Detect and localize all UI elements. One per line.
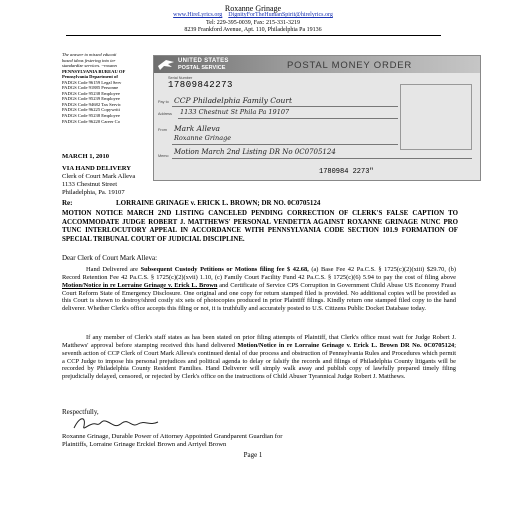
snippet-line: The answer to missed educati (62, 52, 117, 57)
motion-title: MOTION NOTICE MARCH 2ND LISTING CANCELED PENDING CORRECTION OF CLERK'S FALSE CAPTION TO ACCOMMODATE JUDGE ROBERT J. MATTHEWS' PERSONAL VENDETTA AGAINST ROXANNE GRINAGE NUNC PRO TUNC INTERLOCUTORY APPEAL IN ACCORDANCE WITH PENNSYLVANIA CODE SECTION 101.9 FORMATION OF SPECIAL TRIBUNAL COURT OF JUDICIAL DISCIPLINE. (62, 210, 458, 244)
handwritten-signature (72, 414, 162, 434)
paragraph-1 (62, 266, 456, 313)
pay-to-value: CCP Philadelphia Family Court (174, 96, 292, 105)
serial-label: Serial Number (168, 76, 193, 80)
re-label: Re: (62, 199, 73, 207)
money-order-title: POSTAL MONEY ORDER (287, 60, 413, 71)
header-links (0, 12, 506, 18)
address-value: 1133 Chestnut St Phila Pa 19107 (180, 108, 290, 116)
memo-label: Memo (158, 154, 169, 158)
snippet-line: PENNSYLVANIA BUREAU OF (62, 68, 126, 74)
page-number: Page 1 (243, 451, 263, 459)
sender-name: Roxanne Grinage (224, 4, 282, 13)
snippet-line: PADGS Code 95238 Employee (62, 90, 120, 96)
snippet-line: Pennsylvania Department of (62, 74, 118, 80)
amount-box (400, 84, 472, 150)
letter-date: MARCH 1, 2010 (62, 153, 110, 160)
re-caption: LORRAINE GRINAGE v. ERICK L. BROWN; DR NO. 0C0705124 (116, 199, 321, 207)
from-label: From (158, 128, 167, 132)
motion-reference: Motion/Notice in re Lorraine Grinage v. Erick L. Brown (62, 281, 218, 289)
snippet-line: based ideas festering into ter (62, 57, 116, 63)
snippet-line: PADGS Code 95238 Employee (62, 113, 120, 119)
sender-address: 8239 Frankford Avenue, Apt. 110, Philadelphia Pa 19136 (184, 27, 322, 33)
eagle-logo-icon (157, 57, 175, 72)
snippet-line: PADGS Code 96220 Career Co (62, 118, 121, 124)
email-link[interactable]: DignityForTheHumanSpirit@hirelyrics.org (228, 12, 333, 18)
recipient-name: Clerk of Court Mark Alleva (62, 173, 136, 180)
para1-text: Hand Delivered are (86, 266, 141, 273)
paragraph-2 (62, 334, 456, 381)
para2-rest: ; seventh action of CCP Clerk of Court Mark Alleva's continued denial of due process and obstruction of Pennsylvania Rules and Procedures which permit a CCP Judge to impose his personal prejudices and political agenda to delay or falsify the records and filings of Philadelphia County litigants will be recorded by Philadelphia County Resident Families. Hand Deliverer will simply walk away and publish copy of lawfully prepared timely filing prejudicially delayed, censored, or rejected by Clerk's office on the instructions of Child Abuser Tyrannical Judge Robert J. Matthews. (62, 341, 456, 381)
tel-fax: Tel: 229-395-0039, Fax: 215-331-3219 (206, 20, 300, 26)
delivery-method: VIA HAND DELIVERY (62, 165, 132, 172)
para1-rest: and Certificate of Service CPS Corruption in Government Child Abuse US Economy Fraud Court Reform State of Emergency Disclosure. One original and one copy for return stamped filed is provided. No additional copies will be provided as this Court is shown to destroy/shred costly six sets of photocopies produced in prior Plaintiff filings. Kindly return one stamped filed copy to the hand deliverer. Whether Clerk's office accepts this filing or not, it is truthfully and accurately posted to U.S. Citizens Public Docket Database today. (62, 281, 456, 313)
from-value: Mark Alleva (174, 124, 221, 133)
signatory-title: Roxanne Grinage, Durable Power of Attorney Appointed Grandparent Guardian for (62, 433, 283, 440)
snippet-line: PADGS Code 96159 Legal Serv (62, 79, 122, 85)
snippet-line: PADGS Code 94682 Tax Servic (62, 101, 121, 107)
usps-brand-line2: POSTAL SERVICE (178, 65, 226, 71)
micr-number: 1780984 2273" (319, 168, 374, 176)
salutation: Dear Clerk of Court Mark Alleva: (62, 254, 158, 262)
money-order-image (153, 55, 481, 181)
motion-docket-reference: Motion/Notice in re Lorraine Grinage v. Erick L. Brown DR No. 0C0705124 (237, 341, 455, 349)
snippet-line: standardize services. ~roxann (62, 63, 117, 69)
para2-text: If any member of Clerk's staff states as has been stated on prior filing attempts of Plaintiff, that Clerk's office must wait for Judge Robert J. Matthews' approval before stamping received this hand delivered (62, 334, 456, 349)
address-line (178, 118, 398, 119)
left-snippet (62, 52, 162, 124)
snippet-line: PADGS Code 91885 Personne (62, 85, 119, 91)
serial-number: 17809842273 (168, 80, 233, 90)
memo-value: Motion March 2nd Listing DR No 0C0705124 (174, 148, 336, 156)
website-link[interactable]: www.HireLyrics.org (173, 12, 223, 18)
from-address-value: Roxanne Grinage (174, 134, 232, 142)
memo-line (172, 158, 472, 159)
snippet-line: PADGS Code 96225 Copywriti (62, 107, 120, 113)
recipient-street: 1133 Chestnut Street (62, 181, 118, 188)
para1-fees: (a) Base Fee 42 Pa.C.S. § 1725(c)(2)(xiii) $29.70, (b) Record Retention Fee 42 Pa.C.S. § 1725(c)(2)(xvii) 1.10, (c) Family Court Facility Fund 42 Pa.C.S. § 1725(c)(6) 5.94 to pay the cost of filing above (62, 266, 456, 281)
filing-fee: Subsequent Custody Petitions or Motions filing fee $ 42.68, (140, 266, 309, 273)
pay-to-label: Pay to (158, 100, 169, 104)
recipient-city: Philadelphia, Pa. 19107 (62, 189, 125, 196)
signatory-plaintiffs: Plaintiffs, Lorraine Grinage Erckiel Brown and Arriyel Brown (62, 441, 227, 448)
header-divider (66, 35, 441, 36)
pay-to-line (172, 106, 398, 107)
address-label: Address (158, 112, 172, 116)
closing: Respectfully, (62, 408, 99, 416)
usps-brand-line1: UNITED STATES (178, 58, 229, 64)
from-line (172, 144, 398, 145)
snippet-line: PADGS Code 95239 Employee (62, 96, 120, 102)
